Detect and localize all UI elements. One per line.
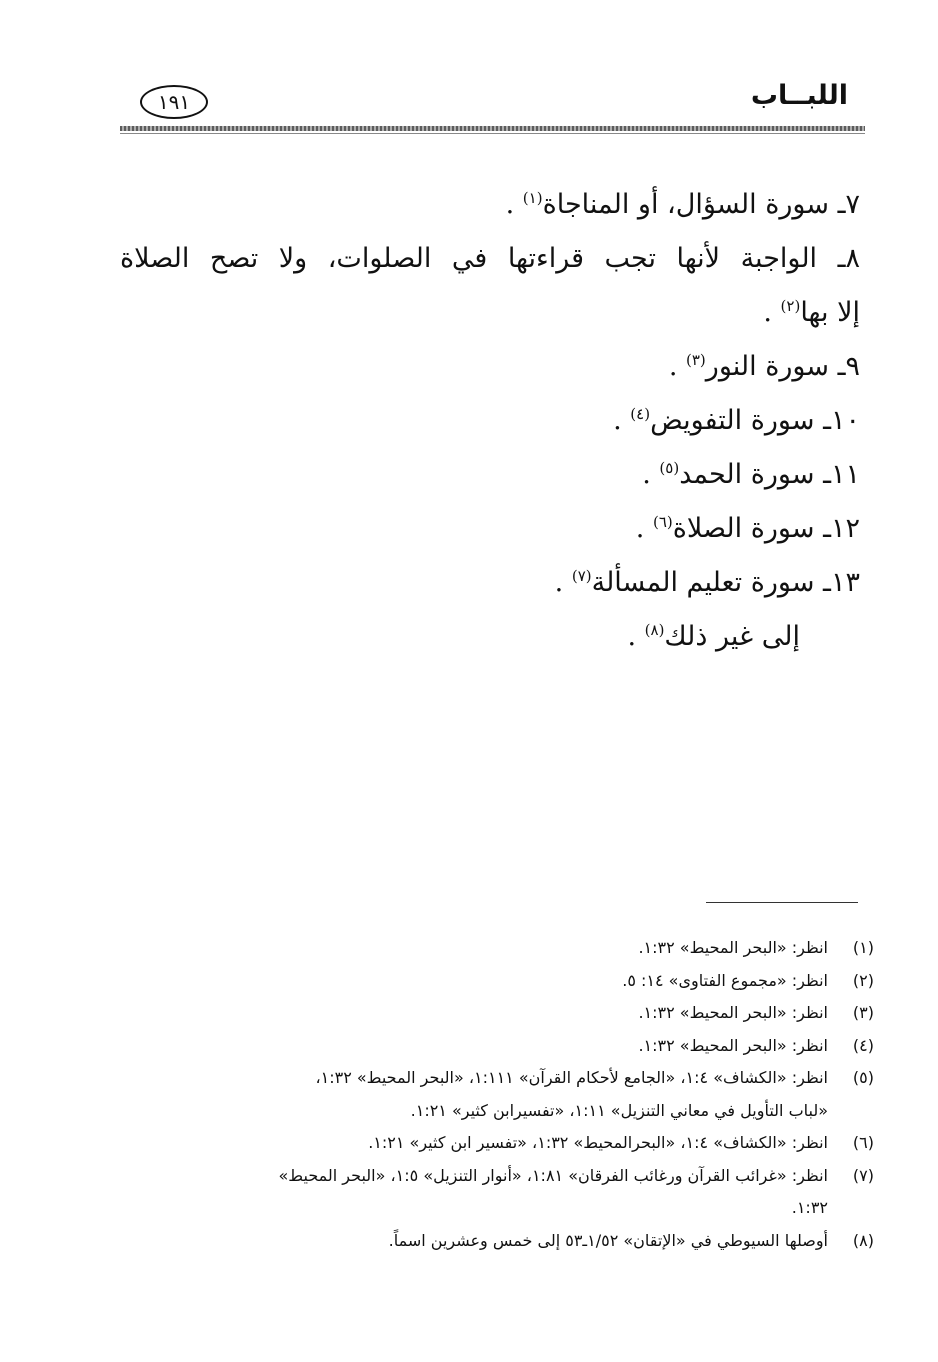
footnote-mark: (٧)	[571, 567, 592, 585]
footnote	[128, 997, 874, 1030]
footnote	[128, 1062, 874, 1127]
footnote-mark: (٢)	[780, 297, 801, 315]
footnote	[128, 1225, 874, 1258]
footnote-mark: (٥)	[659, 459, 680, 477]
footnote-mark: (٤)	[630, 405, 651, 423]
footnote	[128, 1160, 874, 1225]
footnote-mark: (٨)	[644, 621, 665, 639]
footnote-text: ١:٣٢.	[791, 1198, 828, 1217]
footnote-text: أوصلها السيوطي في «الإتقان» ١/٥٢ـ٥٣ إلى خمس وعشرين اسماً.	[388, 1230, 828, 1250]
header-divider-thin	[120, 133, 865, 134]
running-header-title: اللبــاب	[750, 80, 848, 111]
footnote-text: انظر: «غرائب القرآن ورغائب الفرقان» ١:٨١، «أنوار التنزيل» ١:٥، «البحر المحيط»	[278, 1165, 828, 1185]
footnote-number: (١)	[852, 938, 874, 957]
list-item: ١١ـ سورة الحمد$^{(٥)}$ .	[642, 459, 860, 490]
footnote	[128, 965, 874, 998]
footnote-number: (٣)	[852, 1003, 874, 1022]
footnote-text: انظر: «البحر المحيط» ١:٣٢.	[638, 1003, 828, 1022]
footnote-mark: (١)	[522, 189, 543, 207]
header-divider	[120, 126, 865, 131]
footnote-number: (٤)	[852, 1035, 874, 1055]
main-text	[120, 178, 860, 664]
footnote-number: (٧)	[852, 1165, 874, 1185]
footnote-mark: (٣)	[686, 351, 706, 369]
footnote	[128, 1030, 874, 1063]
footnote-number: (٦)	[852, 1133, 874, 1152]
list-item: ١٢ـ سورة الصلاة$^{(٦)}$ .	[635, 513, 860, 544]
footnote-text: انظر: «مجموع الفتاوى» ١٤: ٥.	[622, 970, 828, 990]
list-item: ٨ـ الواجبة لأنها تجب قراءتها في الصلوات، ولا تصح الصلاة	[120, 243, 860, 274]
footnote	[128, 932, 874, 965]
list-item: ٧ـ سورة السؤال، أو المناجاة$^{(١)}$ .	[505, 189, 860, 220]
footnote-separator	[706, 902, 858, 903]
list-item: ١٠ـ سورة التفويض$^{(٤)}$ .	[613, 405, 860, 436]
footnote	[128, 1127, 874, 1160]
footnote-number: (٢)	[852, 970, 874, 990]
list-item-continuation: إلا بها$^{(٢)}$ .	[763, 297, 860, 328]
list-item: ٩ـ سورة النور$^{(٣)}$ .	[668, 351, 860, 382]
footnote-number: (٥)	[852, 1068, 874, 1087]
footnote-text: انظر: «البحر المحيط» ١:٣٢.	[638, 1035, 828, 1055]
page-number-badge: ١٩١	[140, 85, 208, 119]
footnote-text: انظر: «الكشاف» ١:٤، «البحرالمحيط» ١:٣٢، «تفسير ابن كثير» ١:٢١.	[368, 1133, 828, 1152]
list-item: ١٣ـ سورة تعليم المسألة$^{(٧)}$ .	[554, 567, 860, 598]
footnotes	[128, 932, 874, 1257]
footnote-text: انظر: «الكشاف» ١:٤، «الجامع لأحكام القرآن» ١:١١١، «البحر المحيط» ١:٣٢،	[315, 1068, 828, 1087]
footnote-text: انظر: «البحر المحيط» ١:٣٢.	[638, 938, 828, 957]
footnote-text: «لباب التأويل في معاني التنزيل» ١:١١، «تفسيرابن كثير» ١:٢١.	[410, 1100, 828, 1120]
footnote-mark: (٦)	[652, 513, 673, 531]
footnote-number: (٨)	[852, 1230, 874, 1250]
closing-line: إلى غير ذلك$^{(٨)}$ .	[627, 621, 800, 652]
